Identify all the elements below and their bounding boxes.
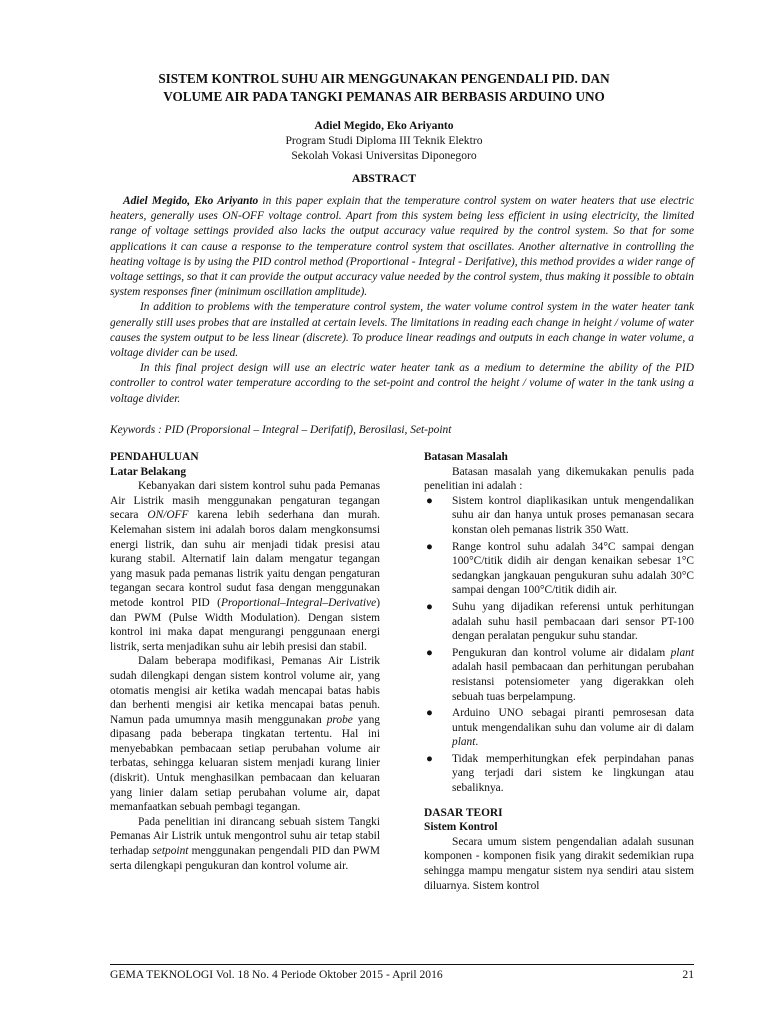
- section-heading-pendahuluan: PENDAHULUAN: [110, 451, 199, 463]
- list-item-text: Sistem kontrol diaplikasikan untuk mengendalikan suhu air dan hanya untuk proses pemanasan secara konstan oleh pemanas listrik 350 Watt.: [452, 494, 694, 536]
- intro-paragraph-3: [110, 815, 380, 873]
- list-item-text-c: adalah hasil pembacaan dan perhitungan perubahan resistansi potensiometer yang digerakkan oleh sebuah tuas berpelampung.: [452, 661, 694, 703]
- list-item: [424, 646, 694, 704]
- bullet-icon: ●: [426, 707, 433, 720]
- p2-probe: probe: [326, 713, 353, 726]
- p3-part-a: Pada penelitian ini dirancang sebuah sistem Tangki Pemanas Air Listrik untuk mengontrol suhu air tetap stabil terhadap: [110, 815, 380, 858]
- p1-pid-term: Proportional–Integral–Derivative: [220, 596, 377, 609]
- p1-part-c: karena lebih sederhana dan murah. Kelemahan sistem ini adalah boros dalam mengkonsumsi energi listrik, dan suhu air menjadi tidak presisi atau kurang stabil. Alternatif lain dalam mengatur tegangan yang masuk pada pemanas listrik yaitu dengan pengaturan tegangan secara kontrol sudut fasa dengan menggunakan metode kontrol PID (: [110, 509, 380, 609]
- spacer: [424, 798, 694, 806]
- list-item: [424, 540, 694, 598]
- author-program: Program Studi Diploma III Teknik Elektro: [285, 134, 483, 147]
- bullet-icon: ●: [426, 600, 433, 613]
- subsection-heading-latar-belakang: Latar Belakang: [110, 465, 187, 478]
- list-item: [424, 494, 694, 538]
- author-school: Sekolah Vokasi Universitas Diponegoro: [291, 149, 477, 162]
- p3-setpoint: setpoint: [152, 845, 189, 858]
- p2-part-c: yang dipasang pada beberapa tingkatan tertentu. Hal ini menyebabkan pembacaan setiap perubahan volume air terbatas, sehingga keluaran sistem menjadi kurang linier (diskrit). Untuk menghasilkan pembacaan dan keluaran yang linier dalam setiap perubahan volume air, dapat memanfaatkan sebuah pembagi tegangan.: [110, 713, 380, 814]
- p2-part-a: Dalam beberapa modifikasi, Pemanas Air Listrik sudah dilengkapi dengan sistem kontrol volume air, yang otomatis mengisi air ketika wadah mencapai batas habis dan berhenti mengisi air ketika mencapai batas penuh. Namun pada umumnya masih menggunakan: [110, 655, 380, 726]
- batasan-intro: Batasan masalah yang dikemukakan penulis pada penelitian ini adalah :: [424, 465, 694, 493]
- list-item-plant: plant: [452, 736, 476, 749]
- title-line-2: VOLUME AIR PADA TANGKI PEMANAS AIR BERBASIS ARDUINO UNO: [163, 89, 605, 104]
- sistem-kontrol-paragraph: Secara umum sistem pengendalian adalah susunan komponen - komponen fisik yang dirakit sedemikian rupa sehingga mampu mengatur sistem nya sendiri atau sistem diluarnya. Sistem kontrol: [424, 835, 694, 892]
- title-line-1: SISTEM KONTROL SUHU AIR MENGGUNAKAN PENGENDALI PID. DAN: [158, 71, 610, 86]
- list-item-text: Suhu yang dijadikan referensi untuk perhitungan adalah suhu hasil pembacaan dari sensor PT-100 dengan peralatan pengukur suhu standar.: [452, 600, 694, 643]
- list-item-plant: plant: [670, 646, 694, 659]
- list-item: [424, 752, 694, 796]
- keywords: Keywords : PID (Proporsional – Integral – Derifatif), Berosilasi, Set-point: [110, 424, 452, 436]
- subsection-heading-batasan: Batasan Masalah: [424, 451, 508, 463]
- bullet-icon: ●: [426, 646, 433, 659]
- intro-paragraph-2: [110, 654, 380, 815]
- batasan-list: [424, 494, 694, 796]
- page-number: 21: [682, 968, 694, 981]
- abstract-p1-text: in this paper explain that the temperature control system on water heaters that use electric heaters, generally uses ON-OFF voltage control. Apart from this system being less efficient in using electricity, the limited range of voltage settings provided also lacks the output accuracy value required by the control system. So that for some applications it can cause a response to the temperature control system that oscillates. Another alternative in controlling the heating voltage is by using the PID control method (Proportional - Integral - Derifative), this method provides a wider range of voltage settings, so that it can provide the output accuracy value needed by the control system, thus making it possible to obtain system responses finer (minimum oscillation amplitude).: [110, 195, 694, 299]
- abstract-lead: Adiel Megido, Eko Ariyanto: [123, 195, 259, 207]
- bullet-icon: ●: [426, 752, 433, 765]
- p1-part-e: ) dan PWM (Pulse Width Modulation). Dengan sistem kontrol ini maka dapat mengurangi penggunaan energi listrik, serta menjadikan suhu air lebih presisi dan stabil.: [110, 596, 380, 653]
- bullet-icon: ●: [426, 540, 433, 553]
- intro-paragraph-1: [110, 479, 380, 654]
- list-item-text-c: .: [475, 736, 479, 749]
- list-item-text-a: Arduino UNO sebagai piranti pemrosesan data untuk mengendalikan suhu dan volume air di dalam: [452, 707, 694, 734]
- list-item-text-a: Pengukuran dan kontrol volume air didalam: [452, 646, 671, 659]
- footer-divider: [110, 964, 694, 965]
- p3-part-c: menggunakan pengendali PID dan PWM serta dilengkapi pengukuran dan kontrol volume air.: [110, 845, 381, 872]
- right-column: [424, 450, 694, 893]
- abstract-paragraph-3: In this final project design will use an electric water heater tank as a medium to determine the ability of the PID controller to control water temperature according to the set-point and control the height / volume of water in the tank using a voltage divider.: [110, 362, 694, 405]
- list-item: [424, 600, 694, 644]
- abstract-heading: ABSTRACT: [351, 171, 417, 185]
- footer-journal: GEMA TEKNOLOGI Vol. 18 No. 4 Periode Oktober 2015 - April 2016: [110, 968, 443, 981]
- list-item-text: Range kontrol suhu adalah 34°C sampai dengan 100°C/titik didih air dengan kenaikan sebesar 1°C sedangkan jangkauan pengukuran suhu adalah 30°C sampai dengan 100°C/titik didih air.: [452, 540, 694, 597]
- author-names: Adiel Megido, Eko Ariyanto: [314, 119, 454, 132]
- paper-title: [110, 70, 658, 106]
- list-item: [424, 706, 694, 750]
- section-heading-dasar-teori: DASAR TEORI: [424, 806, 503, 819]
- p1-part-a: Kebanyakan dari sistem kontrol suhu pada Pemanas Air Listrik masih menggunakan pengaturan tegangan secara: [110, 480, 380, 522]
- abstract-paragraph-1: [110, 194, 694, 300]
- p1-onoff: ON/OFF: [147, 509, 189, 522]
- abstract-body: [110, 194, 694, 407]
- subsection-heading-sistem-kontrol: Sistem Kontrol: [424, 821, 498, 834]
- author-block: [0, 118, 768, 163]
- list-item-text: Tidak memperhitungkan efek perpindahan panas yang terjadi dari sistem ke lingkungan atau sebaliknya.: [452, 752, 694, 795]
- left-column: [110, 450, 380, 873]
- abstract-paragraph-2: In addition to problems with the temperature control system, the water volume control system in the water heater tank generally still uses probes that are installed at certain levels. The limitations in reading each change in height / volume of water causes the system output to be less linear (discrete). To produce linear readings and outputs in each change in water volume, a voltage divider can be used.: [110, 301, 695, 360]
- bullet-icon: ●: [426, 494, 433, 507]
